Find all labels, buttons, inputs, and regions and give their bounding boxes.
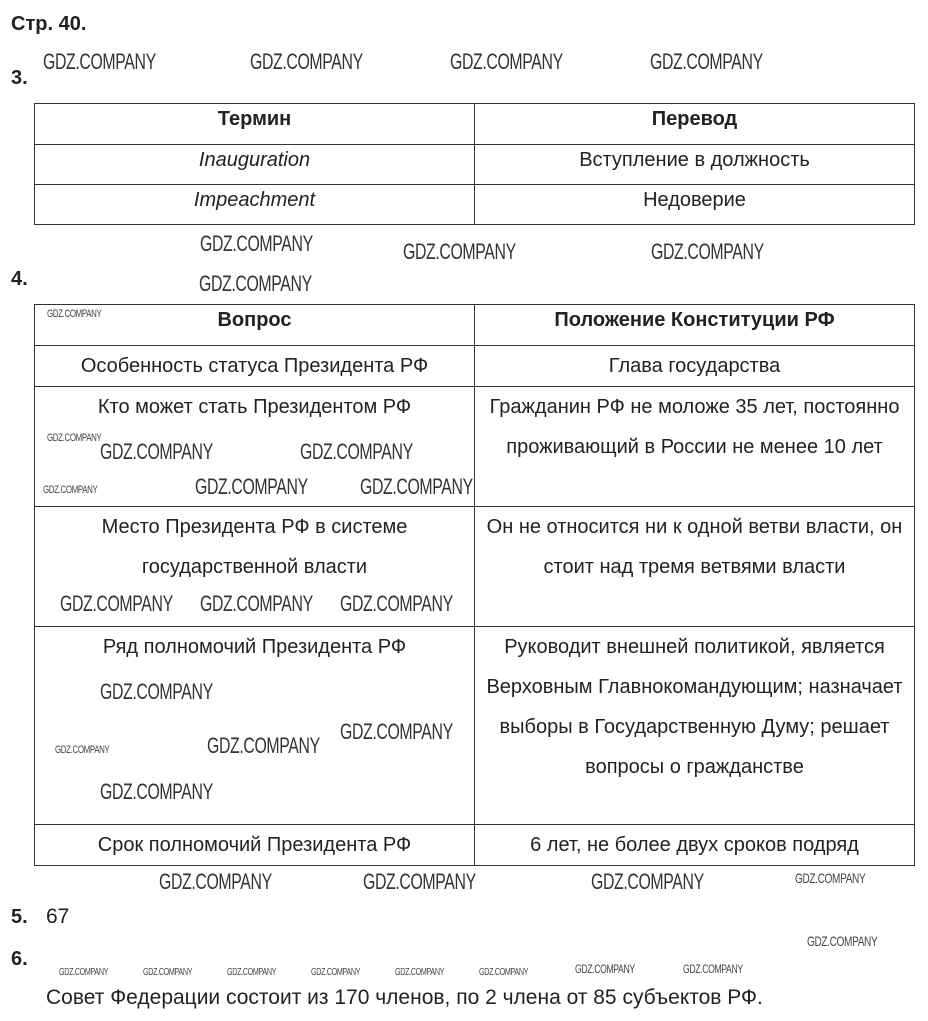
task-5-answer: 67 <box>46 905 70 928</box>
watermark: GDZ.COMPANY <box>311 967 361 978</box>
watermark: GDZ.COMPANY <box>250 49 363 74</box>
watermark: GDZ.COMPANY <box>199 271 312 296</box>
table-row <box>35 185 915 225</box>
task-3-number: 3. <box>11 67 28 89</box>
question-cell: Кто может стать Президентом РФ <box>35 387 475 507</box>
watermark: GDZ.COMPANY <box>100 779 213 804</box>
table-row <box>35 145 915 185</box>
watermark: GDZ.COMPANY <box>55 744 110 756</box>
task-6-number: 6. <box>11 948 28 970</box>
watermark: GDZ.COMPANY <box>47 432 102 444</box>
header-term: Термин <box>35 104 475 145</box>
watermark: GDZ.COMPANY <box>60 591 173 616</box>
watermark: GDZ.COMPANY <box>200 591 313 616</box>
provision-cell: Он не относится ни к одной ветви власти, он стоит над тремя ветвями власти <box>475 507 915 627</box>
watermark: GDZ.COMPANY <box>100 679 213 704</box>
header-question: Вопрос <box>35 305 475 346</box>
question-cell: Особенность статуса Президента РФ <box>35 346 475 387</box>
header-provision: Положение Конституции РФ <box>475 305 915 346</box>
watermark: GDZ.COMPANY <box>363 869 476 894</box>
translation-cell: Недоверие <box>475 185 915 225</box>
task-5-number: 5. <box>11 906 28 928</box>
watermark: GDZ.COMPANY <box>100 439 213 464</box>
watermark: GDZ.COMPANY <box>650 49 763 74</box>
watermark: GDZ.COMPANY <box>683 962 743 976</box>
table-header-row <box>35 305 915 346</box>
provision-cell: 6 лет, не более двух сроков подряд <box>475 825 915 866</box>
terms-table <box>34 103 915 225</box>
header-translation: Перевод <box>475 104 915 145</box>
term-cell: Inauguration <box>35 145 475 185</box>
task-6-answer: Совет Федерации состоит из 170 членов, по 2 члена от 85 субъектов РФ. <box>46 986 763 1009</box>
watermark: GDZ.COMPANY <box>651 239 764 264</box>
watermark: GDZ.COMPANY <box>143 967 193 978</box>
table-row <box>35 825 915 866</box>
question-cell: Срок полномочий Президента РФ <box>35 825 475 866</box>
watermark: GDZ.COMPANY <box>340 719 453 744</box>
question-cell: Место Президента РФ в системе государственной власти <box>35 507 475 627</box>
table-row <box>35 346 915 387</box>
table-header-row <box>35 104 915 145</box>
watermark: GDZ.COMPANY <box>300 439 413 464</box>
watermark: GDZ.COMPANY <box>591 869 704 894</box>
watermark: GDZ.COMPANY <box>59 967 109 978</box>
watermark: GDZ.COMPANY <box>360 474 473 499</box>
watermark: GDZ.COMPANY <box>47 308 102 320</box>
provision-cell: Руководит внешней политикой, является Верховным Главнокомандующим; назначает выборы в Государственную Думу; решает вопросы о гражданстве <box>475 627 915 825</box>
watermark: GDZ.COMPANY <box>159 869 272 894</box>
task-4-number: 4. <box>11 268 28 290</box>
watermark: GDZ.COMPANY <box>795 870 866 886</box>
watermark: GDZ.COMPANY <box>207 733 320 758</box>
watermark: GDZ.COMPANY <box>395 967 445 978</box>
watermark: GDZ.COMPANY <box>227 967 277 978</box>
watermark: GDZ.COMPANY <box>575 962 635 976</box>
term-cell: Impeachment <box>35 185 475 225</box>
watermark: GDZ.COMPANY <box>200 231 313 256</box>
watermark: GDZ.COMPANY <box>340 591 453 616</box>
watermark: GDZ.COMPANY <box>479 967 529 978</box>
watermark: GDZ.COMPANY <box>450 49 563 74</box>
provision-cell: Гражданин РФ не моложе 35 лет, постоянно проживающий в России не менее 10 лет <box>475 387 915 507</box>
provision-cell: Глава государства <box>475 346 915 387</box>
translation-cell: Вступление в должность <box>475 145 915 185</box>
watermark: GDZ.COMPANY <box>195 474 308 499</box>
watermark: GDZ.COMPANY <box>43 49 156 74</box>
watermark: GDZ.COMPANY <box>403 239 516 264</box>
watermark: GDZ.COMPANY <box>43 484 98 496</box>
watermark: GDZ.COMPANY <box>807 933 878 949</box>
page-title: Стр. 40. <box>11 13 87 35</box>
question-cell: Ряд полномочий Президента РФ <box>35 627 475 825</box>
